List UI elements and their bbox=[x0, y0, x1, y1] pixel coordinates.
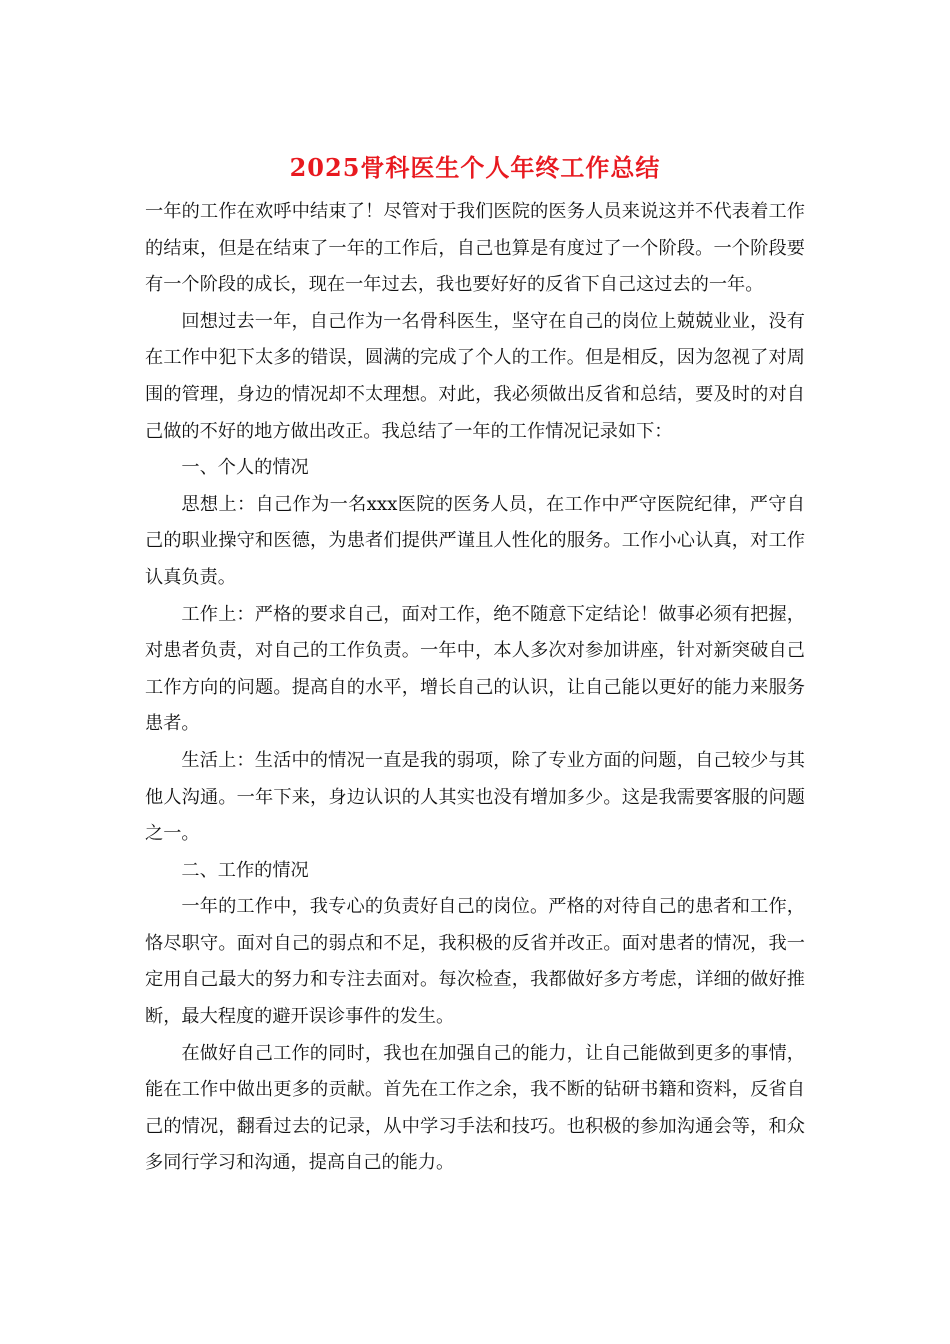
paragraph-review: 回想过去一年，自己作为一名骨科医生，坚守在自己的岗位上兢兢业业，没有在工作中犯下太多的错误，圆满的完成了个人的工作。但是相反，因为忽视了对周围的管理，身边的情况却不太理想。对此，我必须做出反省和总结，要及时的对自己做的不好的地方做出改正。我总结了一年的工作情况记录如下： bbox=[145, 310, 805, 442]
section-heading-work: 二、工作的情况 bbox=[181, 859, 309, 881]
section-heading-personal: 一、个人的情况 bbox=[181, 457, 309, 479]
paragraph-intro: 一年的工作在欢呼中结束了！尽管对于我们医院的医务人员来说这并不代表着工作的结束，但是在结束了一年的工作后，自己也算是有度过了一个阶段。一个阶段要有一个阶段的成长，现在一年过去，我也要好好的反省下自己这过去的一年。 bbox=[145, 201, 805, 296]
paragraph-life: 生活上：生活中的情况一直是我的弱项，除了专业方面的问题，自己较少与其他人沟通。一年下来，身边认识的人其实也没有增加多少。这是我需要客服的问题之一。 bbox=[145, 749, 805, 845]
document-body bbox=[145, 194, 805, 1182]
paragraph-improvement: 在做好自己工作的同时，我也在加强自己的能力，让自己能做到更多的事情，能在工作中做出更多的贡献。首先在工作之余，我不断的钻研书籍和资料，反省自己的情况，翻看过去的记录，从中学习手法和技巧。也积极的参加沟通会等，和众多同行学习和沟通，提高自己的能力。 bbox=[145, 1042, 805, 1174]
paragraph-thought: 思想上：自己作为一名xxx医院的医务人员，在工作中严守医院纪律，严守自己的职业操守和医德，为患者们提供严谨且人性化的服务。工作小心认真，对工作认真负责。 bbox=[145, 493, 805, 588]
paragraph-work-detail: 一年的工作中，我专心的负责好自己的岗位。严格的对待自己的患者和工作，恪尽职守。面对自己的弱点和不足，我积极的反省并改正。面对患者的情况，我一定用自己最大的努力和专注去面对。每次检查，我都做好多方考虑，详细的做好推断，最大程度的避开误诊事件的发生。 bbox=[145, 896, 805, 1028]
document-title: 2025骨科医生个人年终工作总结 bbox=[289, 153, 661, 182]
paragraph-work: 工作上：严格的要求自己，面对工作，绝不随意下定结论！做事必须有把握，对患者负责，对自己的工作负责。一年中，本人多次对参加讲座，针对新突破自己工作方向的问题。提高自的水平，增长自己的认识，让自己能以更好的能力来服务患者。 bbox=[145, 603, 805, 735]
